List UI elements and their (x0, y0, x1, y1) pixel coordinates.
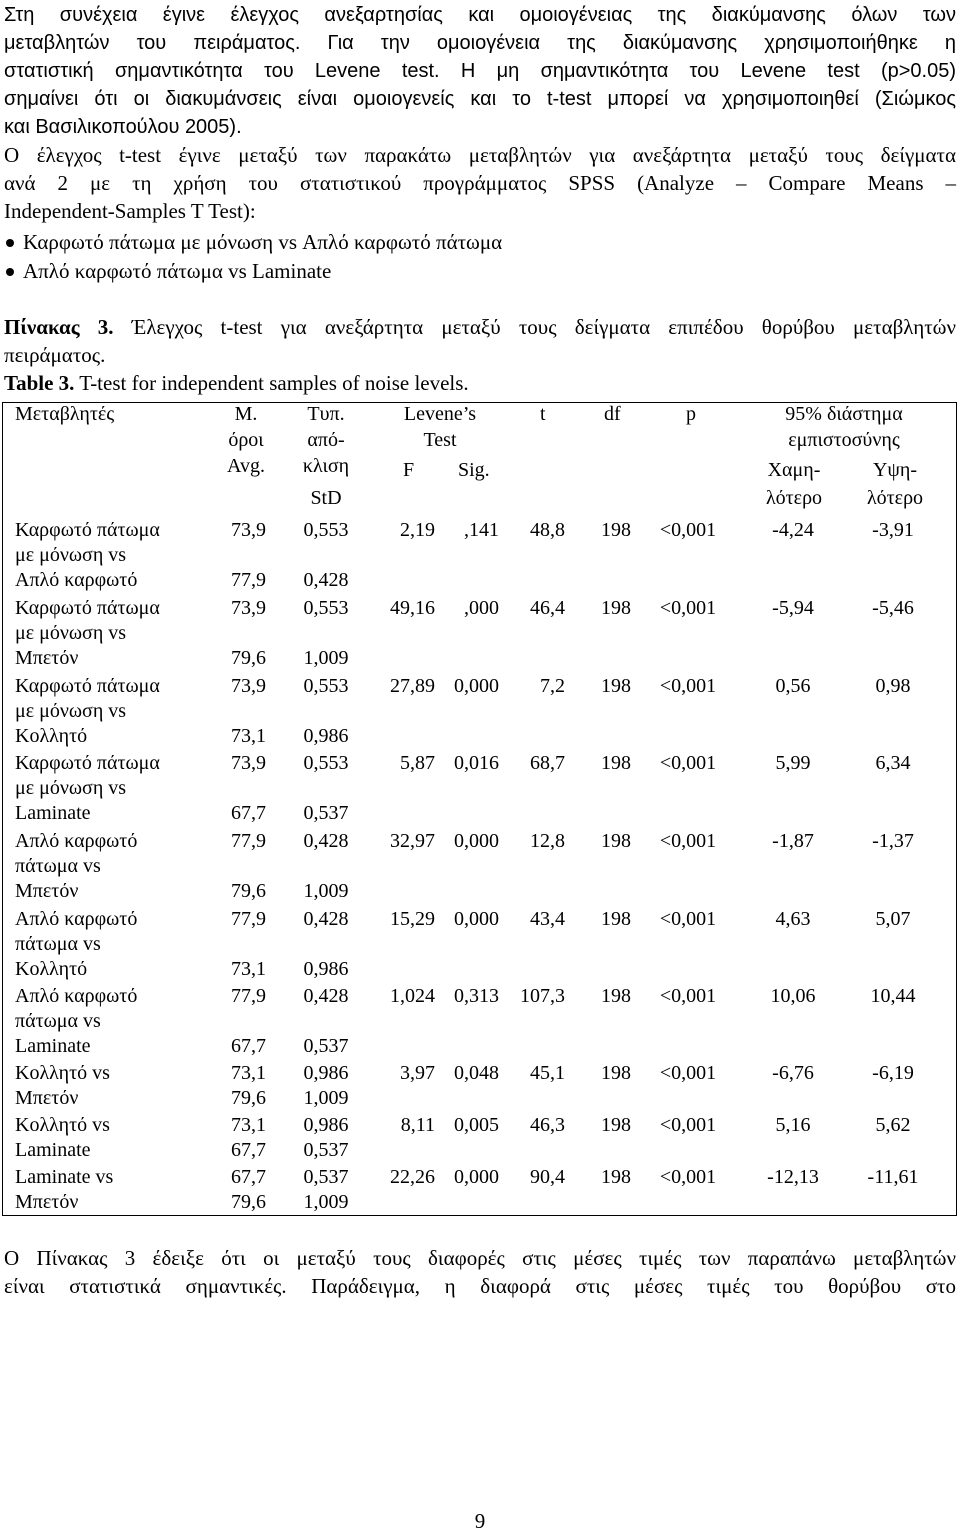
levene-sig-value: ,000 (464, 597, 499, 619)
intro-line-8: Independent-Samples T Test): (4, 199, 256, 223)
levene-f-value: 32,97 (390, 830, 435, 852)
std-value: 0,986 (303, 958, 349, 980)
header-std: από- (307, 429, 345, 451)
variable-label: Καρφωτό πάτωμα (15, 752, 160, 774)
df-value: 198 (601, 597, 631, 619)
mean-value: 73,1 (231, 958, 266, 980)
bullet-text: Απλό καρφωτό πάτωμα vs Laminate (23, 259, 332, 283)
levene-f-value: 1,024 (390, 985, 435, 1007)
ci-upper-value: -11,61 (867, 1166, 919, 1188)
levene-f-value: 22,26 (390, 1166, 435, 1188)
variable-label: πάτωμα vs (15, 1010, 101, 1032)
std-value: 0,428 (303, 830, 349, 852)
df-value: 198 (601, 908, 631, 930)
std-value: 0,986 (303, 725, 349, 747)
t-value: 68,7 (530, 752, 565, 774)
variable-label: Καρφωτό πάτωμα (15, 675, 160, 697)
header-std: κλιση (302, 455, 350, 477)
std-value: 0,428 (303, 985, 349, 1007)
ci-lower-value: -5,94 (772, 597, 814, 619)
df-value: 198 (601, 675, 631, 697)
ci-lower-value: 5,99 (775, 752, 811, 774)
header-ci: εμπιστοσύνης (788, 429, 900, 451)
df-value: 198 (601, 519, 631, 541)
mean-value: 77,9 (231, 908, 266, 930)
variable-label: με μόνωση vs (15, 700, 127, 722)
variable-label: Κολλητό (15, 725, 88, 747)
ci-upper-value: -1,37 (872, 830, 914, 852)
mean-value: 73,9 (231, 752, 266, 774)
header-std: StD (310, 487, 342, 509)
df-value: 198 (601, 1062, 631, 1084)
p-value: <0,001 (659, 675, 717, 697)
header-upper: λότερο (866, 487, 924, 509)
ci-upper-value: -3,91 (872, 519, 914, 541)
t-value: 46,4 (530, 597, 565, 619)
ci-lower-value: 0,56 (775, 675, 811, 697)
table-caption-greek (4, 313, 956, 341)
ci-upper-value: 5,07 (875, 908, 911, 930)
mean-value: 73,1 (231, 1062, 266, 1084)
intro-line-6: Ο έλεγχος t-test έγινε μεταξύ των παρακάτω μεταβλητών για ανεξάρτητα μεταξύ τους δείγματα (4, 143, 956, 167)
header-levene: Levene’s (403, 403, 477, 425)
variable-label: Κολλητό (15, 958, 88, 980)
ci-lower-value: -12,13 (767, 1166, 819, 1188)
intro-line-7: ανά 2 με τη χρήση του στατιστικού προγράμματος SPSS (Analyze – Compare Means – (4, 171, 956, 195)
mean-value: 79,6 (231, 1191, 266, 1213)
outro-line-1: Ο Πίνακας 3 έδειξε ότι οι μεταξύ τους διαφορές στις μέσες τιμές των παραπάνω μεταβλητών (4, 1246, 956, 1270)
mean-value: 67,7 (231, 1139, 266, 1161)
std-value: 0,428 (303, 569, 349, 591)
intro-line-4: σημαίνει ότι οι διακυμάνσεις είναι ομοιογενείς και το t-test μπορεί να χρησιμοποιηθεί (Σιώμκος (4, 88, 956, 110)
bullet-text: Καρφωτό πάτωμα με μόνωση vs Απλό καρφωτό πάτωμα (23, 230, 503, 254)
intro-line-1: Στη συνέχεια έγινε έλεγχος ανεξαρτησίας και ομοιογένειας της διακύμανσης όλων των (4, 4, 956, 26)
variable-label: Laminate (15, 1035, 91, 1057)
levene-sig-value: 0,000 (454, 830, 499, 852)
levene-sig-value: 0,000 (454, 908, 499, 930)
t-value: 7,2 (540, 675, 565, 697)
p-value: <0,001 (659, 830, 717, 852)
ci-upper-value: -6,19 (872, 1062, 914, 1084)
std-value: 1,009 (303, 1087, 349, 1109)
ci-upper-value: 0,98 (875, 675, 911, 697)
df-value: 198 (601, 985, 631, 1007)
levene-sig-value: 0,000 (454, 675, 499, 697)
variable-label: Απλό καρφωτό (15, 569, 138, 591)
std-value: 0,537 (303, 1166, 349, 1188)
mean-value: 73,1 (231, 1114, 266, 1136)
bullet-item-1 (4, 228, 502, 256)
p-value: <0,001 (659, 1062, 717, 1084)
ci-upper-value: 5,62 (875, 1114, 911, 1136)
std-value: 1,009 (303, 1191, 349, 1213)
header-mean: όροι (228, 429, 264, 451)
mean-value: 73,9 (231, 519, 266, 541)
intro-line-2: μεταβλητών του πειράματος. Για την ομοιογένεια της διακύμανσης χρησιμοποιήθηκε η (4, 32, 956, 54)
variable-label: πάτωμα vs (15, 933, 101, 955)
levene-f-value: 5,87 (400, 752, 435, 774)
p-value: <0,001 (659, 519, 717, 541)
levene-sig-value: ,141 (464, 519, 499, 541)
variable-label: πάτωμα vs (15, 855, 101, 877)
variable-label: με μόνωση vs (15, 544, 127, 566)
variable-label: Μπετόν (15, 647, 79, 669)
header-mean: Avg. (227, 455, 265, 477)
variable-label: Μπετόν (15, 1191, 79, 1213)
t-value: 43,4 (530, 908, 565, 930)
mean-value: 73,1 (231, 725, 266, 747)
levene-f-value: 27,89 (390, 675, 435, 697)
header-sig: Sig. (458, 459, 490, 481)
intro-line-5: και Βασιλικοπούλου 2005). (4, 116, 242, 138)
bullet-icon (6, 268, 14, 276)
df-value: 198 (601, 1114, 631, 1136)
mean-value: 79,6 (231, 647, 266, 669)
header-levene: Test (423, 429, 457, 451)
levene-sig-value: 0,005 (454, 1114, 499, 1136)
levene-f-value: 15,29 (390, 908, 435, 930)
levene-f-value: 8,11 (400, 1114, 435, 1136)
ci-lower-value: 10,06 (770, 985, 816, 1007)
ci-upper-value: 10,44 (870, 985, 916, 1007)
table-caption-english (4, 369, 956, 397)
p-value: <0,001 (659, 985, 717, 1007)
p-value: <0,001 (659, 752, 717, 774)
std-value: 0,537 (303, 1139, 349, 1161)
caption-label: Πίνακας 3. (4, 315, 114, 339)
p-value: <0,001 (659, 1166, 717, 1188)
std-value: 0,986 (303, 1114, 349, 1136)
t-value: 12,8 (530, 830, 565, 852)
results-table (2, 402, 957, 1216)
variable-label: Καρφωτό πάτωμα (15, 519, 160, 541)
caption-text: Έλεγχος t-test για ανεξάρτητα μεταξύ τους δείγματα επιπέδου θορύβου μεταβλητών (113, 315, 956, 339)
variable-label: Απλό καρφωτό (15, 908, 138, 930)
variable-label: με μόνωση vs (15, 777, 127, 799)
bullet-item-2 (4, 257, 331, 285)
ci-lower-value: -6,76 (772, 1062, 814, 1084)
mean-value: 67,7 (231, 802, 266, 824)
levene-f-value: 2,19 (400, 519, 435, 541)
header-upper: Υψη- (872, 459, 918, 481)
header-p: p (686, 403, 696, 425)
std-value: 0,537 (303, 1035, 349, 1057)
levene-f-value: 3,97 (400, 1062, 435, 1084)
header-lower: λότερο (765, 487, 823, 509)
t-value: 46,3 (530, 1114, 565, 1136)
header-f: F (403, 459, 415, 481)
mean-value: 67,7 (231, 1035, 266, 1057)
levene-f-value: 49,16 (390, 597, 435, 619)
header-t: t (540, 403, 546, 425)
std-value: 0,553 (303, 597, 349, 619)
mean-value: 79,6 (231, 1087, 266, 1109)
df-value: 198 (601, 1166, 631, 1188)
mean-value: 79,6 (231, 880, 266, 902)
levene-sig-value: 0,313 (454, 985, 499, 1007)
ci-lower-value: 4,63 (775, 908, 811, 930)
mean-value: 73,9 (231, 675, 266, 697)
df-value: 198 (601, 752, 631, 774)
variable-label: Μπετόν (15, 1087, 79, 1109)
std-value: 0,537 (303, 802, 349, 824)
header-lower: Χαμη- (767, 459, 821, 481)
t-value: 45,1 (530, 1062, 565, 1084)
page-number: 9 (474, 1509, 486, 1533)
std-value: 0,986 (303, 1062, 349, 1084)
p-value: <0,001 (659, 908, 717, 930)
variable-label: Μπετόν (15, 880, 79, 902)
header-df: df (604, 403, 621, 425)
ci-lower-value: 5,16 (775, 1114, 811, 1136)
bullet-icon (6, 239, 14, 247)
p-value: <0,001 (659, 1114, 717, 1136)
variable-label: Απλό καρφωτό (15, 830, 138, 852)
intro-line-3: στατιστική σημαντικότητα του Levene test. Η μη σημαντικότητα του Levene test (p>0.05) (4, 60, 956, 82)
header-std: Τυπ. (307, 403, 345, 425)
header-ci: 95% διάστημα (785, 403, 903, 425)
header-mean: Μ. (234, 403, 258, 425)
variable-label: Laminate vs (15, 1166, 114, 1188)
mean-value: 77,9 (231, 569, 266, 591)
std-value: 0,553 (303, 675, 349, 697)
variable-label: Καρφωτό πάτωμα (15, 597, 160, 619)
df-value: 198 (601, 830, 631, 852)
mean-value: 73,9 (231, 597, 266, 619)
outro-line-2: είναι στατιστικά σημαντικές. Παράδειγμα, η διαφορά στις μέσες τιμές του θορύβου στο (4, 1274, 956, 1298)
std-value: 0,428 (303, 908, 349, 930)
mean-value: 67,7 (231, 1166, 266, 1188)
variable-label: Laminate (15, 1139, 91, 1161)
mean-value: 77,9 (231, 985, 266, 1007)
mean-value: 77,9 (231, 830, 266, 852)
t-value: 48,8 (530, 519, 565, 541)
caption-label-en: Table 3. (4, 371, 75, 395)
t-value: 107,3 (520, 985, 565, 1007)
variable-label: Κολλητό vs (15, 1114, 110, 1136)
p-value: <0,001 (659, 597, 717, 619)
table-caption-greek-cont: πειράματος. (4, 343, 106, 367)
std-value: 0,553 (303, 519, 349, 541)
ci-lower-value: -1,87 (772, 830, 814, 852)
ci-upper-value: 6,34 (875, 752, 911, 774)
levene-sig-value: 0,000 (454, 1166, 499, 1188)
levene-sig-value: 0,016 (454, 752, 499, 774)
std-value: 1,009 (303, 647, 349, 669)
variable-label: Απλό καρφωτό (15, 985, 138, 1007)
variable-label: Laminate (15, 802, 91, 824)
ci-upper-value: -5,46 (872, 597, 914, 619)
header-variables: Μεταβλητές (15, 403, 115, 425)
std-value: 0,553 (303, 752, 349, 774)
variable-label: Κολλητό vs (15, 1062, 110, 1084)
variable-label: με μόνωση vs (15, 622, 127, 644)
std-value: 1,009 (303, 880, 349, 902)
ci-lower-value: -4,24 (772, 519, 814, 541)
levene-sig-value: 0,048 (454, 1062, 499, 1084)
t-value: 90,4 (530, 1166, 565, 1188)
caption-text-en: T-test for independent samples of noise levels. (74, 371, 469, 395)
